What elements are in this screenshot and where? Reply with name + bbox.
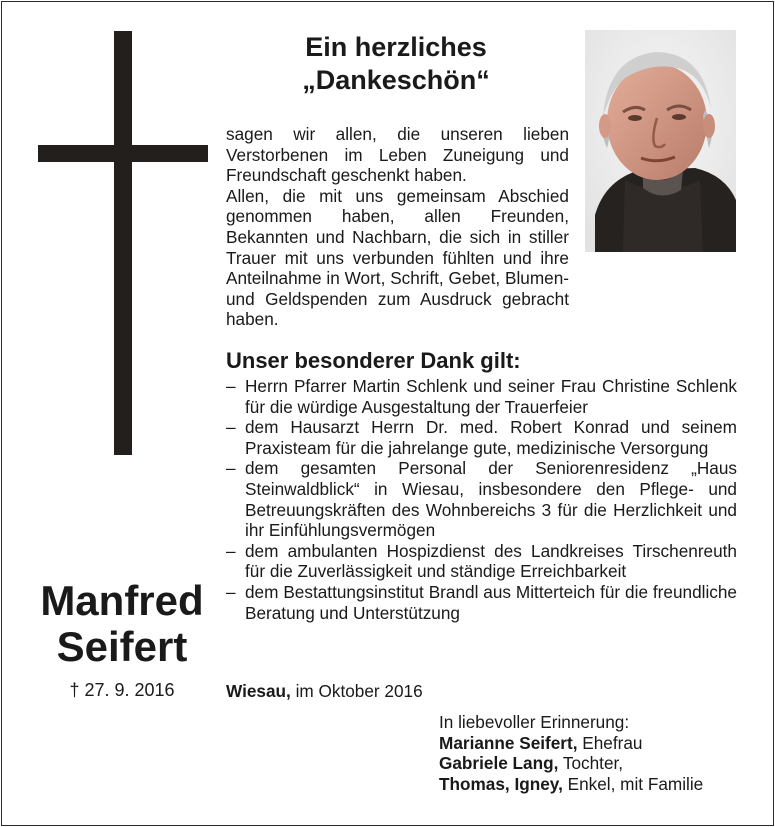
deceased-first-name: Manfred <box>40 577 204 624</box>
portrait-photo <box>585 30 736 252</box>
death-date: † 27. 9. 2016 <box>69 680 175 700</box>
thanks-list <box>226 376 737 623</box>
date: im Oktober 2016 <box>295 681 423 701</box>
place-date <box>226 680 423 702</box>
signature-block <box>439 712 749 794</box>
intro-text <box>226 124 569 330</box>
list-dash: – <box>226 417 236 438</box>
intro-paragraph-2: Allen, die mit uns gemeinsam Abschied genommen haben, allen Freunden, Bekannten und Nachbarn, die sich in stiller Trauer mit uns verbunden fühlten und ihre Anteilnahme in Wort, Schrift, Gebet, Blumen- und Geldspenden zum Ausdruck gebracht haben. <box>226 185 569 330</box>
signer-relation: Enkel, mit Familie <box>567 773 704 794</box>
cross-symbol-horizontal <box>38 145 208 162</box>
list-dash: – <box>226 458 236 479</box>
deceased-last-name: Seifert <box>56 623 188 670</box>
list-item <box>226 582 737 623</box>
list-item-text: dem Hausarzt Herrn Dr. med. Robert Konrad und seinem Praxisteam für die jahrelange gute, medizinische Versorgung <box>245 417 737 458</box>
list-item-text: Herrn Pfarrer Martin Schlenk und seiner Frau Christine Schlenk für die würdige Ausgestaltung der Trauerfeier <box>245 376 737 417</box>
signature-intro: In liebevoller Erinnerung: <box>439 712 630 732</box>
cross-symbol-vertical <box>114 31 132 455</box>
signature-line <box>439 774 749 795</box>
list-item <box>226 458 737 540</box>
signer-name: Gabriele Lang, <box>439 753 559 774</box>
headline-line-2: „Dankeschön“ <box>302 65 490 95</box>
signer-relation: Tochter, <box>562 753 624 774</box>
place: Wiesau, <box>226 681 291 701</box>
list-item <box>226 541 737 582</box>
list-item-text: dem Bestattungsinstitut Brandl aus Mitterteich für die freundliche Beratung und Unterstützung <box>245 581 737 623</box>
intro-paragraph-1: sagen wir allen, die unseren lieben Verstorbenen im Leben Zuneigung und Freundschaft geschenkt haben. <box>226 124 569 186</box>
list-item-text: dem gesamten Personal der Seniorenresidenz „Haus Steinwaldblick“ in Wiesau, insbesondere den Pflege- und Betreuungskräften des Wohnbereichs 3 für die Herzlichkeit und ihr Einfühlungsvermögen <box>245 458 737 541</box>
headline-line-1: Ein herzliches <box>305 32 487 62</box>
list-dash: – <box>226 581 236 602</box>
thanks-heading: Unser besonderer Dank gilt: <box>226 348 521 373</box>
portrait-illustration <box>585 30 736 252</box>
signer-name: Igney, <box>514 773 563 794</box>
signer-relation: Ehefrau <box>582 732 643 753</box>
list-item-text: dem ambulanten Hospizdienst des Landkreises Tirschenreuth für die Zuverlässigkeit und ständige Erreichbarkeit <box>245 540 737 582</box>
list-item <box>226 376 737 417</box>
list-item <box>226 417 737 458</box>
signer-name: Marianne Seifert, <box>439 732 578 753</box>
signature-line <box>439 733 749 754</box>
signer-name: Thomas, <box>439 773 510 794</box>
signature-line <box>439 753 749 774</box>
list-dash: – <box>226 376 236 396</box>
list-dash: – <box>226 540 236 561</box>
